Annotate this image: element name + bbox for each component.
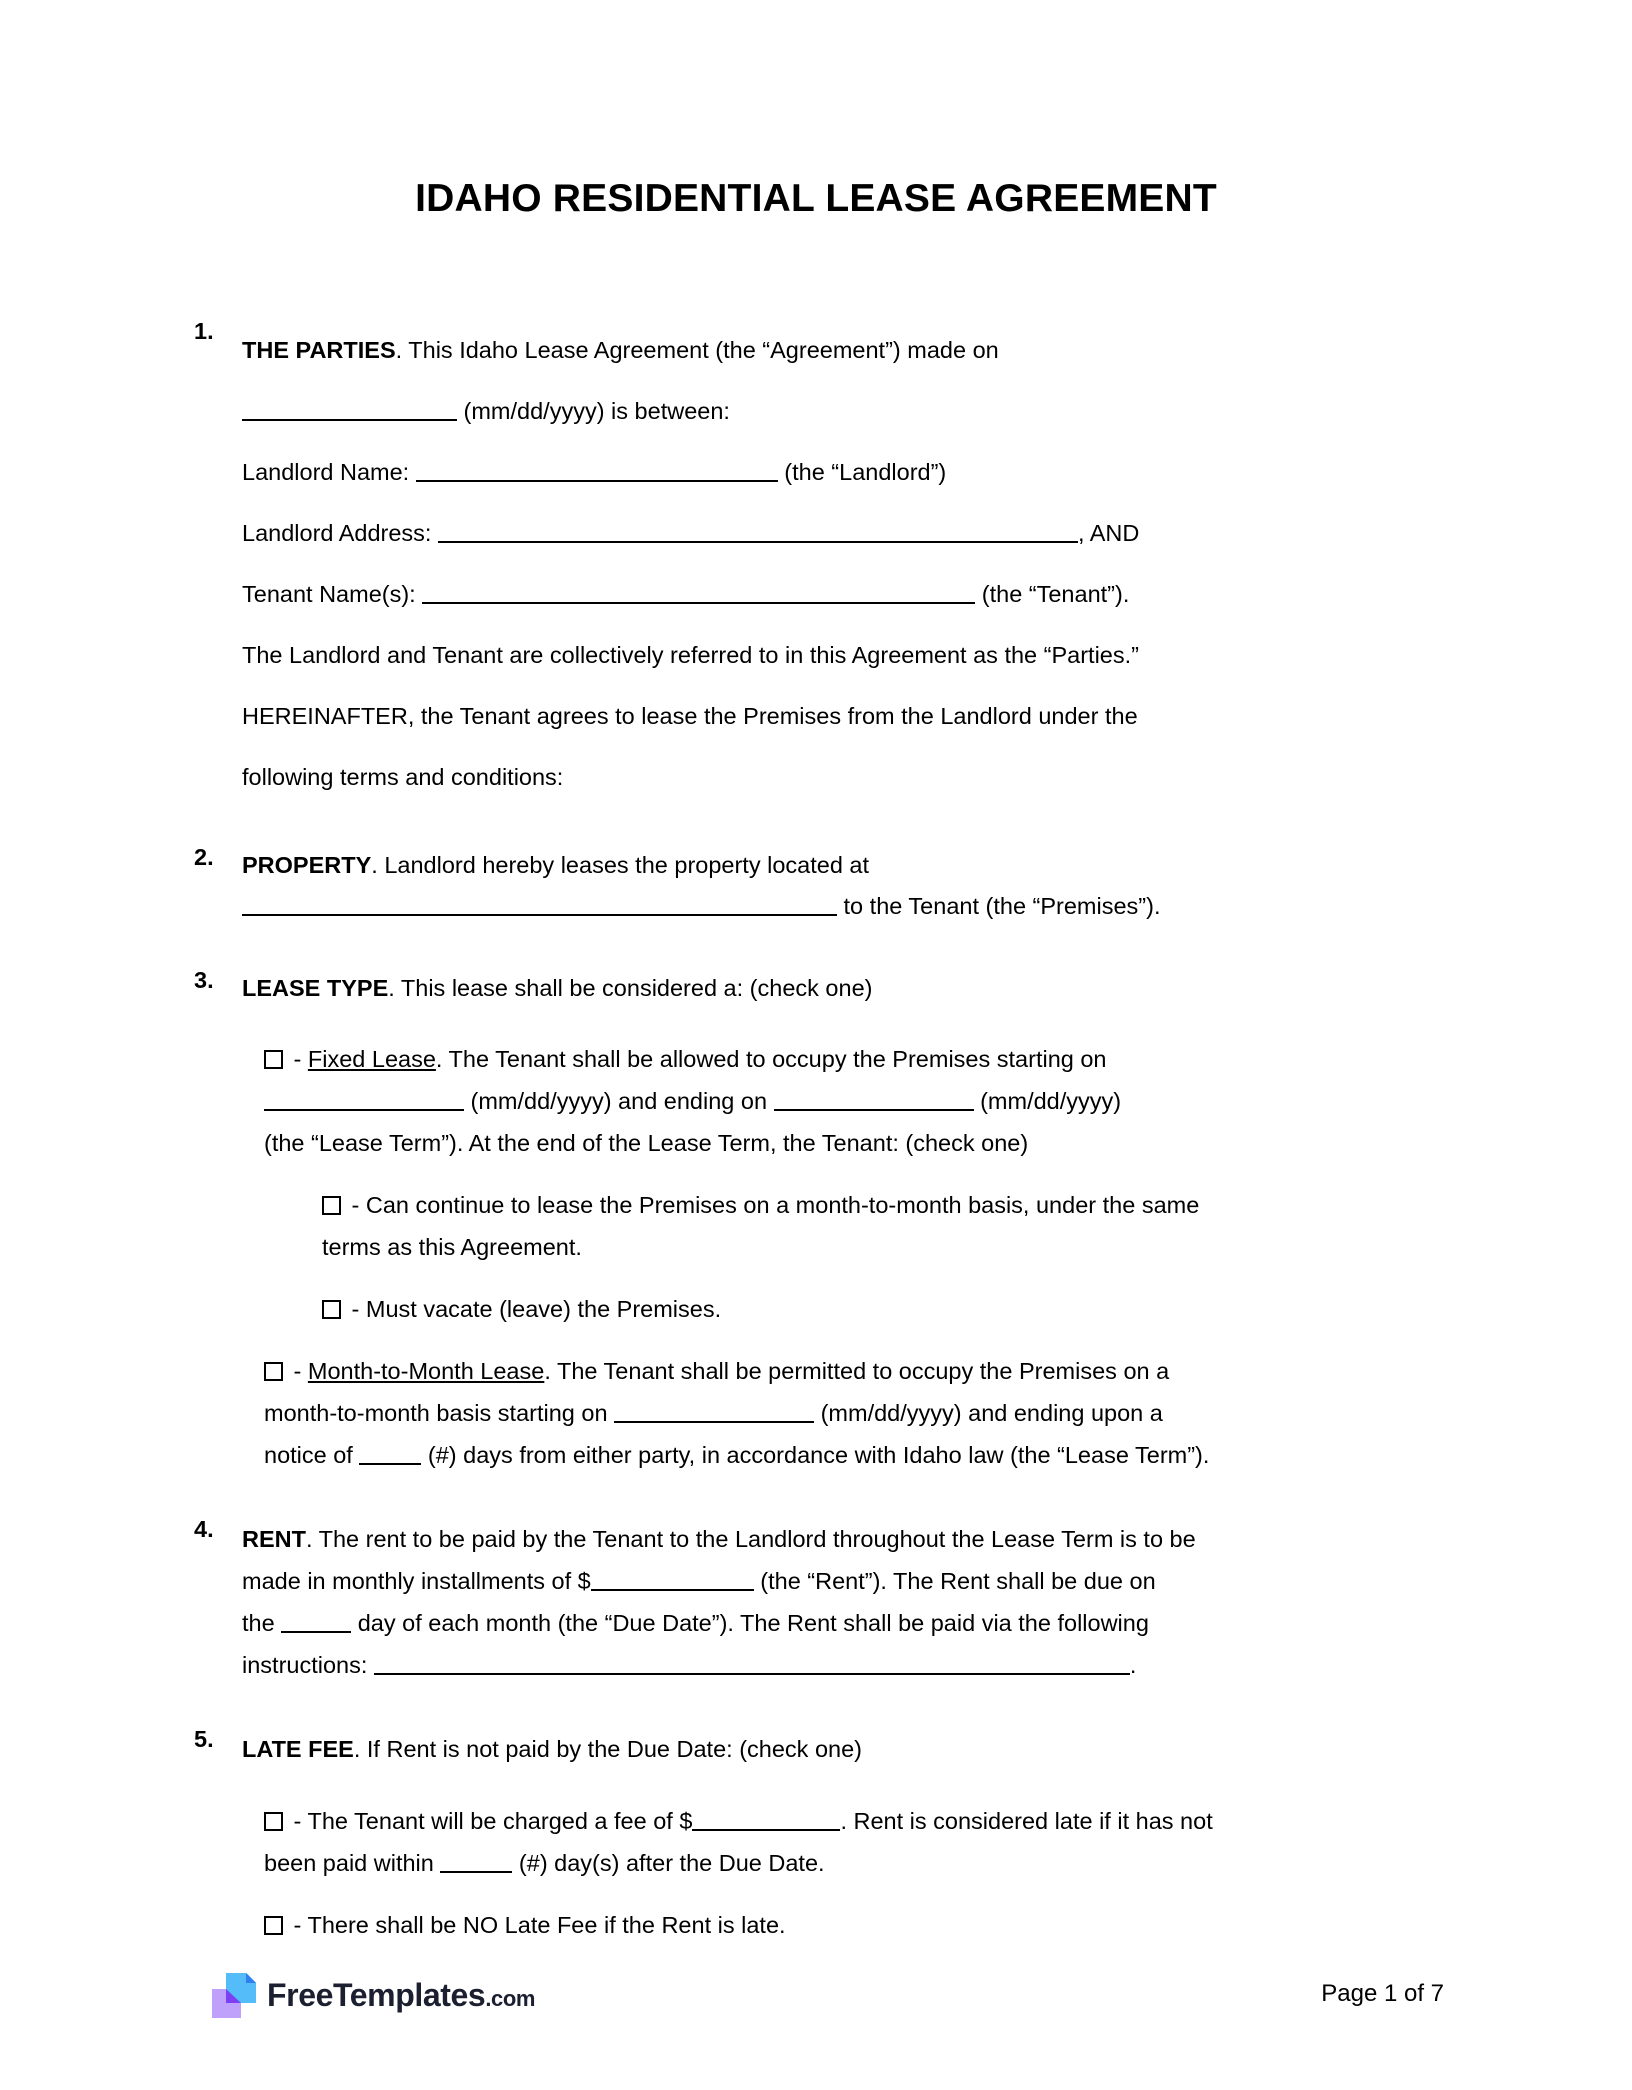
rent-line-4 bbox=[242, 1644, 1444, 1686]
fixed-lease-dash: - bbox=[293, 1046, 302, 1072]
fixed-lease-label: Fixed Lease bbox=[307, 1046, 436, 1072]
rent-text-2b: (the “Rent”). The Rent shall be due on bbox=[760, 1568, 1156, 1594]
section-late-fee bbox=[186, 1728, 1444, 1946]
checkbox-continue-month-to-month[interactable] bbox=[322, 1196, 341, 1215]
mtm-line-1 bbox=[264, 1350, 1444, 1392]
late-fee-text-1c: been paid within bbox=[264, 1850, 434, 1876]
month-to-month-option bbox=[264, 1350, 1444, 1476]
property-line-2 bbox=[242, 885, 1444, 927]
late-fee-option-2 bbox=[264, 1904, 1444, 1946]
fixed-lease-text-2a: (mm/dd/yyyy) and ending on bbox=[470, 1088, 768, 1114]
property-line-1 bbox=[242, 846, 1444, 885]
fixed-lease-option bbox=[264, 1038, 1444, 1476]
checkbox-must-vacate[interactable] bbox=[322, 1300, 341, 1319]
parties-hereinafter-line-1: HEREINAFTER, the Tenant agrees to lease the Premises from the Landlord under the bbox=[242, 703, 1138, 729]
fixed-lease-option-continue-line-1 bbox=[322, 1184, 1444, 1226]
landlord-name-label: Landlord Name: bbox=[242, 459, 410, 485]
logo-domain-suffix: .com bbox=[485, 1986, 536, 2011]
late-fee-heading-tail: . If Rent is not paid by the Due Date: (check one) bbox=[353, 1736, 862, 1762]
logo-fold-corner bbox=[246, 1973, 256, 1983]
landlord-address-suffix: , AND bbox=[1077, 520, 1140, 546]
rent-text-4a: instructions: bbox=[242, 1652, 368, 1678]
tenant-name-blank[interactable] bbox=[422, 577, 975, 604]
section-heading: THE PARTIES bbox=[242, 337, 396, 363]
section-heading: PROPERTY bbox=[242, 852, 372, 878]
section-lease-type bbox=[186, 969, 1444, 1476]
parties-heading-tail: . This Idaho Lease Agreement (the “Agreement”) made on bbox=[395, 337, 999, 363]
mtm-start-date-blank[interactable] bbox=[614, 1396, 814, 1423]
mtm-text-2b: (mm/dd/yyyy) and ending upon a bbox=[820, 1400, 1163, 1426]
mtm-line-2 bbox=[264, 1392, 1444, 1434]
late-fee-option-2-text: - There shall be NO Late Fee if the Rent is late. bbox=[293, 1912, 786, 1938]
landlord-name-line bbox=[242, 442, 1444, 503]
late-fee-amount-blank[interactable] bbox=[692, 1804, 840, 1831]
lease-type-heading-tail: . This lease shall be considered a: (check one) bbox=[388, 975, 873, 1001]
late-fee-text-1b: . Rent is considered late if it has not bbox=[840, 1808, 1213, 1834]
rent-text-3a: the bbox=[242, 1610, 275, 1636]
landlord-address-label: Landlord Address: bbox=[242, 520, 432, 546]
late-fee-line-1 bbox=[242, 1728, 1444, 1770]
tenant-name-suffix: (the “Tenant”). bbox=[981, 581, 1130, 607]
late-fee-days-blank[interactable] bbox=[440, 1846, 512, 1873]
document-logo-icon bbox=[212, 1972, 256, 2018]
fixed-lease-option-continue-line-2: terms as this Agreement. bbox=[322, 1234, 582, 1260]
mtm-notice-days-blank[interactable] bbox=[359, 1438, 421, 1465]
section-property bbox=[186, 846, 1444, 927]
page-number: Page 1 of 7 bbox=[1321, 1980, 1444, 2007]
property-address-blank[interactable] bbox=[242, 889, 837, 916]
landlord-address-blank[interactable] bbox=[438, 516, 1078, 543]
rent-due-day-blank[interactable] bbox=[281, 1606, 351, 1633]
section-number: 2. bbox=[194, 844, 214, 870]
section-heading: RENT bbox=[242, 1526, 306, 1552]
rent-line-1 bbox=[242, 1518, 1444, 1560]
late-fee-option-1-line-2 bbox=[264, 1842, 1444, 1884]
rent-instructions-blank[interactable] bbox=[374, 1648, 1130, 1675]
agreement-date-hint: (mm/dd/yyyy) is between: bbox=[463, 398, 730, 424]
document-body bbox=[186, 320, 1444, 1946]
mtm-line-3 bbox=[264, 1434, 1444, 1476]
fixed-lease-line-2 bbox=[264, 1080, 1444, 1122]
fixed-lease-text-2b: (mm/dd/yyyy) bbox=[980, 1088, 1122, 1114]
logo-text bbox=[267, 1979, 535, 2011]
checkbox-no-late-fee[interactable] bbox=[264, 1916, 283, 1935]
page-title: IDAHO RESIDENTIAL LEASE AGREEMENT bbox=[415, 177, 1217, 220]
property-heading-tail: . Landlord hereby leases the property located at bbox=[371, 852, 870, 878]
mtm-label: Month-to-Month Lease bbox=[307, 1358, 545, 1384]
section-number: 5. bbox=[194, 1726, 214, 1752]
rent-amount-blank[interactable] bbox=[591, 1564, 754, 1591]
rent-heading-tail: . The rent to be paid by the Tenant to the Landlord throughout the Lease Term is to be bbox=[305, 1526, 1196, 1552]
checkbox-fixed-lease[interactable] bbox=[264, 1050, 283, 1069]
fixed-lease-line-3: (the “Lease Term”). At the end of the Lease Term, the Tenant: (check one) bbox=[264, 1130, 1029, 1156]
mtm-text-3a: notice of bbox=[264, 1442, 353, 1468]
fixed-lease-option-vacate bbox=[322, 1288, 1444, 1330]
property-line-2-suffix: to the Tenant (the “Premises”). bbox=[843, 893, 1161, 919]
parties-line-1 bbox=[242, 320, 1444, 381]
parties-collective-line: The Landlord and Tenant are collectively referred to in this Agreement as the “Parties.” bbox=[242, 642, 1139, 668]
late-fee-option-1-line-1 bbox=[264, 1800, 1444, 1842]
fixed-lease-option-vacate-text: - Must vacate (leave) the Premises. bbox=[351, 1296, 722, 1322]
mtm-dash: - bbox=[293, 1358, 302, 1384]
mtm-text-1: . The Tenant shall be permitted to occupy the Premises on a bbox=[544, 1358, 1170, 1384]
landlord-name-blank[interactable] bbox=[416, 455, 778, 482]
late-fee-text-1d: (#) day(s) after the Due Date. bbox=[518, 1850, 825, 1876]
fixed-lease-line-1 bbox=[264, 1038, 1444, 1080]
page-footer bbox=[0, 1952, 1632, 2062]
rent-text-4b: . bbox=[1129, 1652, 1137, 1678]
rent-text-3b: day of each month (the “Due Date”). The Rent shall be paid via the following bbox=[357, 1610, 1149, 1636]
tenant-name-line bbox=[242, 564, 1444, 625]
mtm-text-2a: month-to-month basis starting on bbox=[264, 1400, 608, 1426]
section-number: 3. bbox=[194, 967, 214, 993]
parties-date-line bbox=[242, 381, 1444, 442]
mtm-text-3b: (#) days from either party, in accordance with Idaho law (the “Lease Term”). bbox=[427, 1442, 1210, 1468]
section-number: 1. bbox=[194, 318, 214, 344]
fixed-lease-start-date-blank[interactable] bbox=[264, 1084, 464, 1111]
section-rent bbox=[186, 1518, 1444, 1686]
late-fee-options bbox=[264, 1800, 1444, 1946]
late-fee-text-1a: - The Tenant will be charged a fee of $ bbox=[293, 1808, 693, 1834]
section-the-parties bbox=[186, 320, 1444, 808]
checkbox-month-to-month-lease[interactable] bbox=[264, 1362, 283, 1381]
parties-hereinafter-line-2: following terms and conditions: bbox=[242, 764, 564, 790]
landlord-address-line bbox=[242, 503, 1444, 564]
section-heading: LATE FEE bbox=[242, 1736, 354, 1762]
rent-line-2 bbox=[242, 1560, 1444, 1602]
rent-line-3 bbox=[242, 1602, 1444, 1644]
section-number: 4. bbox=[194, 1516, 214, 1542]
landlord-name-suffix: (the “Landlord”) bbox=[784, 459, 947, 485]
fixed-lease-end-date-blank[interactable] bbox=[774, 1084, 974, 1111]
agreement-date-blank[interactable] bbox=[242, 394, 457, 421]
lease-type-line-1 bbox=[242, 969, 1444, 1008]
tenant-name-label: Tenant Name(s): bbox=[242, 581, 416, 607]
logo-brand-name: FreeTemplates bbox=[267, 1977, 486, 2013]
rent-text-2a: made in monthly installments of $ bbox=[242, 1568, 591, 1594]
fixed-lease-end-options bbox=[322, 1184, 1444, 1330]
section-heading: LEASE TYPE bbox=[242, 975, 389, 1001]
checkbox-late-fee-charged[interactable] bbox=[264, 1812, 283, 1831]
fixed-lease-option-continue-text-1: - Can continue to lease the Premises on a month-to-month basis, under the same bbox=[351, 1192, 1200, 1218]
freetemplates-logo[interactable] bbox=[212, 1972, 535, 2018]
fixed-lease-text-1: . The Tenant shall be allowed to occupy the Premises starting on bbox=[435, 1046, 1107, 1072]
